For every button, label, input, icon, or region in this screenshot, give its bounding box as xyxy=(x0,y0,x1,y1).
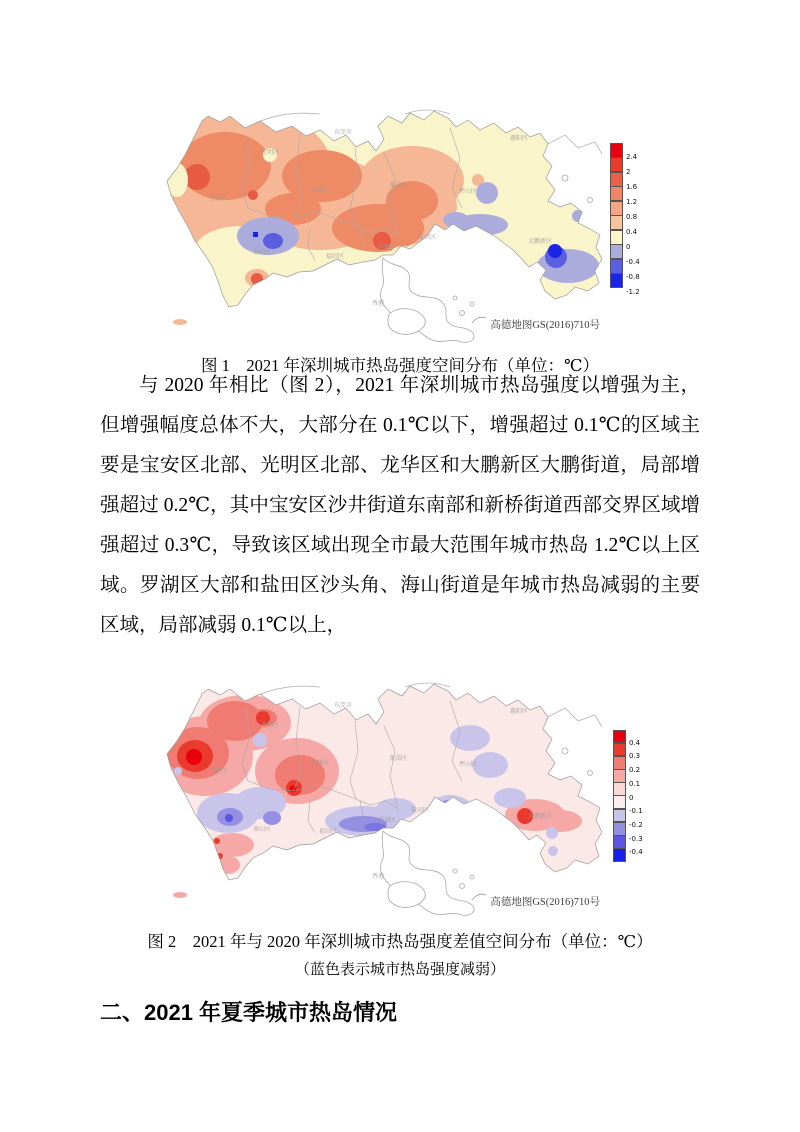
region-label-pingshan: 坪山区 xyxy=(458,188,478,195)
region-label-longgang: 龙岗区 xyxy=(388,755,408,762)
region-label-nanshan: 南山区 xyxy=(252,249,272,256)
region-label-futian: 福田区 xyxy=(318,828,338,835)
region-label-yantian: 盐田区 xyxy=(417,234,437,241)
figure-2-map xyxy=(150,681,670,931)
map-source-watermark: 高德地图GS(2016)710号 xyxy=(490,320,600,331)
map-figure-1 xyxy=(150,108,605,348)
region-label-huiyang: 惠阳区 xyxy=(509,135,529,142)
map-figure-2 xyxy=(150,681,605,926)
region-label-dongguan: 东莞市 xyxy=(333,702,353,709)
region-label-longhua: 龙华区 xyxy=(310,760,330,767)
figure-1-map xyxy=(150,108,670,353)
region-label-yantian: 盐田区 xyxy=(410,807,430,814)
region-label-longhua: 龙华区 xyxy=(310,187,330,194)
section-heading: 二、2021 年夏季城市热岛情况 xyxy=(100,1000,398,1025)
region-label-dapeng: 大鹏新区 xyxy=(527,238,553,245)
body-paragraph: 与 2020 年相比（图 2），2021 年深圳城市热岛强度以增强为主，但增强幅度总体不大，大部分在 0.1℃以下，增强超过 0.1℃的区域主要是宝安区北部、光明区北部、龙华区和大鹏新区大鹏街道，局部增强超过 0.2℃，其中宝安区沙井街道东南部和新桥街道西部交界区域增强超过 0.3℃，导致该区域出现全市最大范围年城市热岛 1.2℃以上区域。罗湖区大部和盐田区沙头角、海山街道是年城市热岛减弱的主要区域，局部减弱 0.1℃以上， xyxy=(100,375,700,636)
region-label-futian: 福田区 xyxy=(325,253,345,260)
region-label-luohu: 罗湖区 xyxy=(377,817,397,824)
region-label-longgang: 龙岗区 xyxy=(388,182,408,189)
region-label-hongkong: 香港 xyxy=(371,300,385,307)
region-label-nanshan: 南山区 xyxy=(252,826,272,833)
region-label-luohu: 罗湖区 xyxy=(377,244,397,251)
map-source-watermark: 高德地图GS(2016)710号 xyxy=(490,897,600,908)
figure-2-caption: 图 2 2021 年与 2020 年深圳城市热岛强度差值空间分布（单位：℃） xyxy=(147,932,653,951)
region-label-guangming: 光明区 xyxy=(260,149,280,156)
region-label-guangming: 光明区 xyxy=(260,722,280,729)
region-label-baoan: 宝安区 xyxy=(208,195,228,202)
region-label-pingshan: 坪山区 xyxy=(458,761,478,768)
region-label-dapeng: 大鹏新区 xyxy=(527,813,553,820)
colorbar-figure-1: 2.4 2 1.6 1.2 0.8 0.4 0 -0.4 -0.8 -1.2 xyxy=(610,143,623,288)
colorbar-figure-2: 0.4 0.3 0.2 0.1 0 -0.1 -0.2 -0.3 -0.4 xyxy=(613,730,626,862)
region-label-baoan: 宝安区 xyxy=(208,768,228,775)
region-label-hongkong: 香港 xyxy=(371,873,385,880)
region-label-huiyang: 惠阳区 xyxy=(509,708,529,715)
region-label-dongguan: 东莞市 xyxy=(333,129,353,136)
figure-1-caption: 图 1 2021 年深圳城市热岛强度空间分布（单位：℃） xyxy=(201,356,599,375)
figure-2-subcaption: （蓝色表示城市热岛强度减弱） xyxy=(294,962,505,978)
